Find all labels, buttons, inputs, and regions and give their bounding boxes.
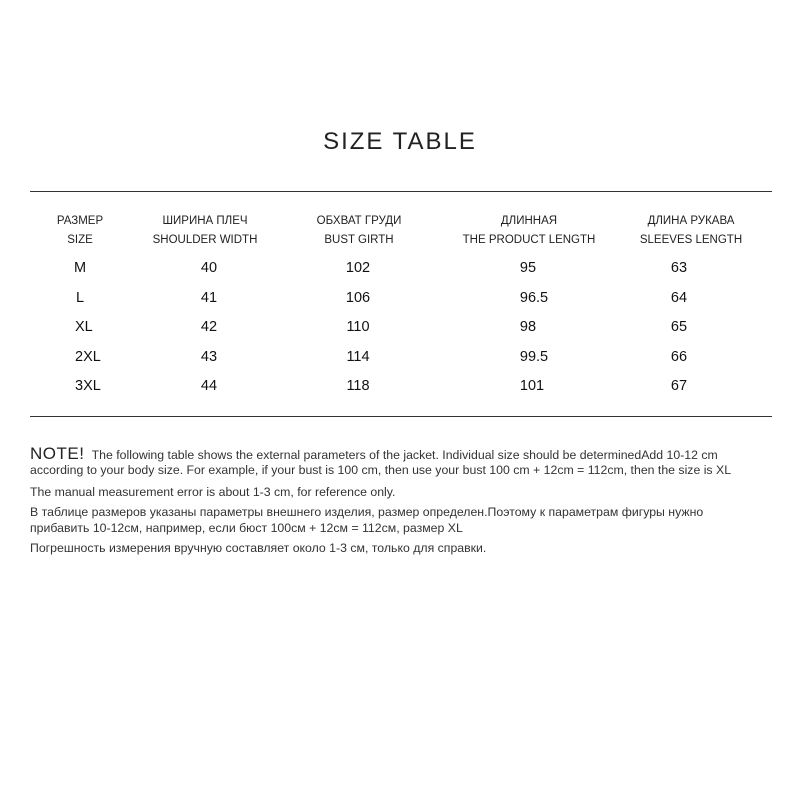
note-line-ru-3: Погрешность измерения вручную составляет около 1-3 см, только для справки. xyxy=(30,541,487,555)
table-cell-size: M xyxy=(74,260,87,276)
header-sleeves-ru: ДЛИНА РУКАВА xyxy=(647,215,735,227)
table-cell-bust: 110 xyxy=(346,319,370,335)
note-heading: NOTE! xyxy=(30,444,85,463)
table-top-rule xyxy=(30,191,772,192)
table-cell-bust: 106 xyxy=(345,290,371,306)
header-sleeves-length xyxy=(640,212,742,250)
table-cell-sleeves: 64 xyxy=(670,290,688,306)
table-cell-shoulder: 40 xyxy=(200,260,218,276)
header-shoulder-ru: ШИРИНА ПЛЕЧ xyxy=(162,215,248,227)
table-cell-size: 2XL xyxy=(75,349,101,365)
note-line-en-3: The manual measurement error is about 1-3 cm, for reference only. xyxy=(30,485,396,499)
table-cell-sleeves: 65 xyxy=(670,319,688,335)
header-size-en: SIZE xyxy=(67,234,93,246)
note-text-en-1: The following table shows the external parameters of the jacket. Individual size should be determinedAdd 10-12 cm xyxy=(91,448,718,462)
table-cell-size: XL xyxy=(75,319,93,335)
table-cell-sleeves: 67 xyxy=(670,378,688,394)
note-line-en-2: according to your body size. For example, if your bust is 100 cm, then use your bust 100 cm + 12cm = 112cm, then the size is XL xyxy=(30,463,732,477)
table-bottom-rule xyxy=(30,416,772,417)
table-cell-shoulder: 44 xyxy=(200,378,218,394)
header-shoulder-en: SHOULDER WIDTH xyxy=(152,234,258,246)
header-size-ru: РАЗМЕР xyxy=(56,215,104,227)
header-sleeves-en: SLEEVES LENGTH xyxy=(639,234,743,246)
table-cell-shoulder: 43 xyxy=(200,349,218,365)
header-length-ru: ДЛИННАЯ xyxy=(500,215,558,227)
header-bust-girth xyxy=(317,212,402,250)
table-cell-sleeves: 66 xyxy=(670,349,688,365)
table-cell-length: 96.5 xyxy=(519,290,549,306)
table-cell-bust: 118 xyxy=(346,378,370,394)
table-cell-length: 99.5 xyxy=(519,349,549,365)
page-title: SIZE TABLE xyxy=(323,128,477,155)
header-bust-en: BUST GIRTH xyxy=(324,234,394,246)
note-line-ru-1: В таблице размеров указаны параметры внешнего изделия, размер определен.Поэтому к параметрам фигуры нужно xyxy=(30,505,704,519)
table-cell-sleeves: 63 xyxy=(670,260,688,276)
table-cell-length: 95 xyxy=(519,260,537,276)
table-cell-size: L xyxy=(76,290,85,306)
note-line-ru-2: прибавить 10-12см, например, если бюст 100см + 12см = 112см, размер XL xyxy=(30,521,463,535)
header-product-length xyxy=(463,212,596,250)
header-shoulder-width xyxy=(153,212,258,250)
table-cell-length: 101 xyxy=(519,378,545,394)
header-size xyxy=(57,212,103,250)
table-cell-size: 3XL xyxy=(75,378,101,394)
table-cell-shoulder: 42 xyxy=(200,319,218,335)
table-cell-bust: 102 xyxy=(345,260,371,276)
table-cell-bust: 114 xyxy=(346,349,370,365)
header-length-en: THE PRODUCT LENGTH xyxy=(462,234,596,246)
note-line-en-1 xyxy=(30,444,718,464)
table-cell-length: 98 xyxy=(519,319,537,335)
header-bust-ru: ОБХВАТ ГРУДИ xyxy=(316,215,402,227)
table-cell-shoulder: 41 xyxy=(200,290,218,306)
